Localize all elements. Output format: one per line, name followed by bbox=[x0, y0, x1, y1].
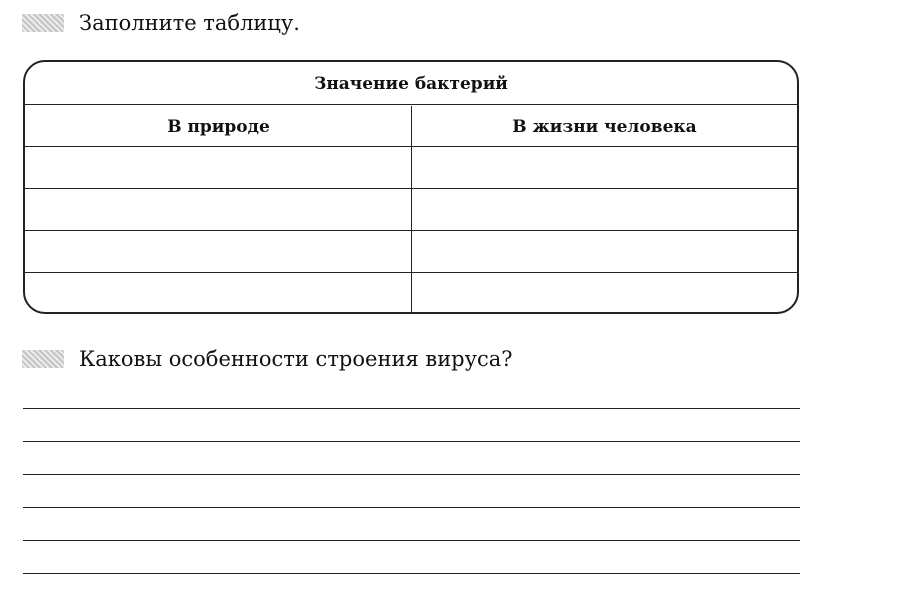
table-cell-human-3[interactable] bbox=[413, 232, 797, 272]
table-cell-nature-3[interactable] bbox=[25, 232, 410, 272]
answer-line[interactable] bbox=[23, 507, 800, 508]
table-cell-human-4[interactable] bbox=[413, 274, 797, 314]
answer-line[interactable] bbox=[23, 474, 800, 475]
table-cell-nature-1[interactable] bbox=[25, 148, 410, 188]
column-divider bbox=[411, 106, 412, 312]
row-divider bbox=[25, 230, 797, 231]
answer-line[interactable] bbox=[23, 573, 800, 574]
table-title: Значение бактерий bbox=[314, 74, 508, 94]
table-divider bbox=[25, 104, 797, 105]
table-cell-nature-4[interactable] bbox=[25, 274, 410, 314]
task-instruction: Заполните таблицу. bbox=[79, 11, 300, 35]
task-number-marker bbox=[22, 14, 64, 32]
table-cell-human-2[interactable] bbox=[413, 190, 797, 230]
table-cell-human-1[interactable] bbox=[413, 148, 797, 188]
answer-line[interactable] bbox=[23, 540, 800, 541]
answer-line[interactable] bbox=[23, 441, 800, 442]
task-number-marker bbox=[22, 350, 64, 368]
table-cell-nature-2[interactable] bbox=[25, 190, 410, 230]
bacteria-table bbox=[23, 60, 799, 314]
row-divider bbox=[25, 188, 797, 189]
column-header-human-life: В жизни человека bbox=[512, 117, 697, 137]
header-divider bbox=[25, 146, 797, 147]
column-header-nature: В природе bbox=[167, 117, 270, 137]
task-question: Каковы особенности строения вируса? bbox=[79, 347, 513, 371]
answer-line[interactable] bbox=[23, 408, 800, 409]
row-divider bbox=[25, 272, 797, 273]
